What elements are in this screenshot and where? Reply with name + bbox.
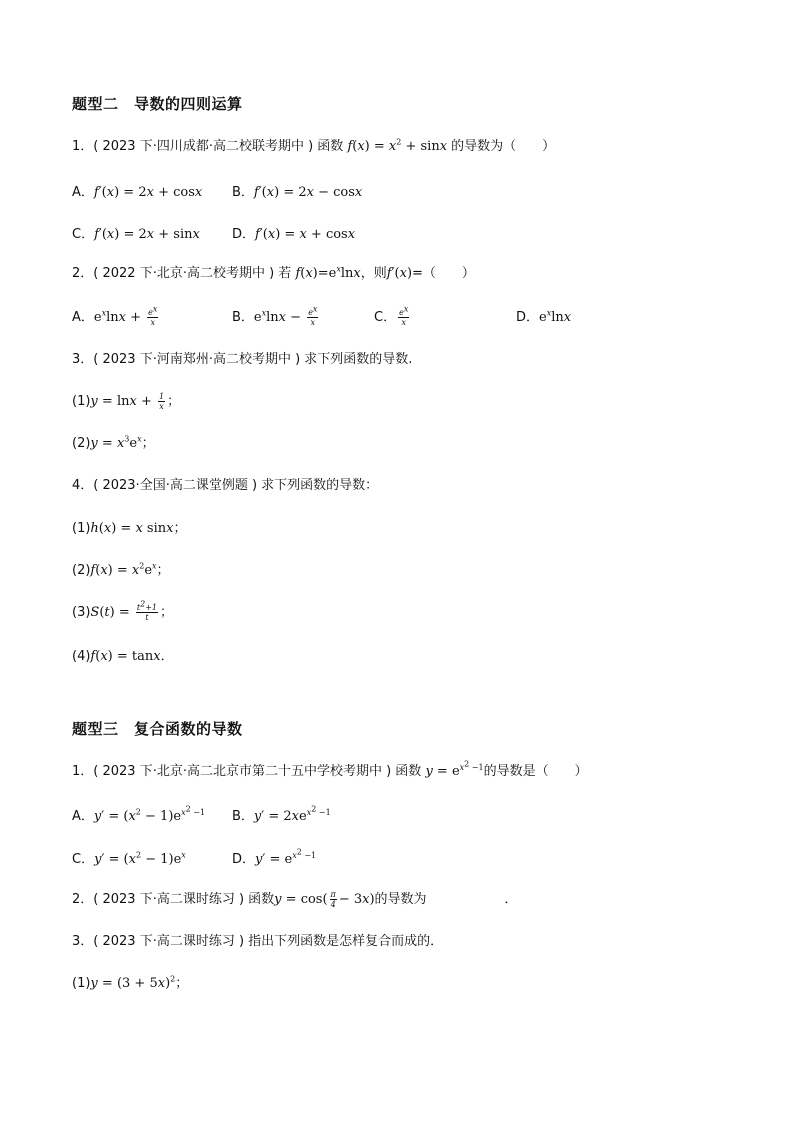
option-b: B．$e^x\ln x$ − $\frac{e^x}{x}$ (232, 304, 318, 327)
options-row (72, 181, 722, 201)
question-2-4: 4．( 2023·全国·高二课堂例题 ) 求下列函数的导数： (72, 478, 379, 493)
option-d: D．$e^x\ln x$ (516, 308, 572, 325)
option-c: C． $\frac{e^x}{x}$ (374, 304, 409, 327)
options-row (72, 848, 722, 868)
question-stem-prefix: 2．( 2023 下·高二课时练习 ) 函数 (72, 892, 275, 907)
options-row (72, 805, 722, 825)
question-stem-suffix: =（ ） (412, 266, 475, 281)
question-3-3: 3．( 2023 下·高二课时练习 ) 指出下列函数是怎样复合而成的． (72, 934, 444, 949)
sub-question: (1)y = lnx + $\frac{1}{x}$ ； (72, 392, 181, 411)
option-a: A．$y' = (x^2 - 1)e^{x^2 -1}$ (72, 804, 206, 824)
option-a: A．$e^x\ln x$ + $\frac{e^x}{x}$ (72, 304, 158, 327)
question-stem-suffix: 的导数为（ ） (447, 139, 556, 154)
question-3-2: 2．( 2023 下·高二课时练习 ) 函数y = cos( $\frac{\pi}{4}$ − 3x)的导数为 ． (72, 890, 518, 909)
question-stem-prefix: 1．( 2023 下·四川成都·高二校联考期中 ) 函数 (72, 139, 348, 154)
sub-question: $(2)y = x^3e^x$； (72, 434, 155, 451)
question-2-2 (72, 265, 475, 283)
option-b: B．$y' = 2xe^{x^2 -1}$ (232, 804, 331, 824)
sub-question: (1)h(x) = x sinx； (72, 521, 187, 536)
section-heading-2: 题型二 导数的四则运算 (72, 95, 243, 113)
question-stem-prefix: 1．( 2023 下·北京·高二北京市第二十五中学校考期中 ) 函数 (72, 764, 426, 779)
option-d: D．$y' = e^{x^2 -1}$ (232, 847, 317, 867)
sub-question: (3)S(t) = $\frac{t^2+1}{t}$ ； (72, 599, 173, 622)
question-stem-suffix: 的导数是（ ） (483, 764, 588, 779)
question-2-1 (72, 138, 555, 156)
sub-question: $(2)f(x) = x^2e^x$； (72, 561, 170, 578)
question-stem-suffix: 的导数为 ． (374, 892, 518, 907)
option-c: C．$y' = (x^2 - 1)e^x$ (72, 850, 186, 867)
sub-question: $(1)y = (3 + 5x)^2$； (72, 974, 189, 991)
question-stem-middle: ，则 (360, 266, 387, 281)
math-expression: $y = e^{x^2 -1}$ (425, 759, 484, 779)
option-a: A．f′(x) = 2x + cosx (72, 185, 203, 200)
option-b: B．f′(x) = 2x − cosx (232, 185, 363, 200)
math-expression: y = cos( (274, 892, 328, 907)
options-row (72, 306, 722, 332)
math-expression: $f(x)=e^x\ln x$ (295, 264, 361, 281)
math-expression: $f(x) = x^2 + \sin x$ (347, 137, 448, 154)
section-heading-3: 题型三 复合函数的导数 (72, 720, 243, 738)
sub-question: (4)f(x) = tanx． (72, 649, 174, 664)
question-3-1 (72, 759, 588, 781)
question-stem-prefix: 2．( 2022 下·北京·高二校考期中 ) 若 (72, 266, 296, 281)
question-2-3: 3．( 2023 下·河南郑州·高二校考期中 ) 求下列函数的导数. (72, 352, 413, 367)
option-c: C．f′(x) = 2x + sinx (72, 227, 200, 242)
options-row (72, 223, 722, 243)
option-d: D．f′(x) = x + cosx (232, 227, 356, 242)
math-expression: f′(x) (386, 266, 413, 281)
